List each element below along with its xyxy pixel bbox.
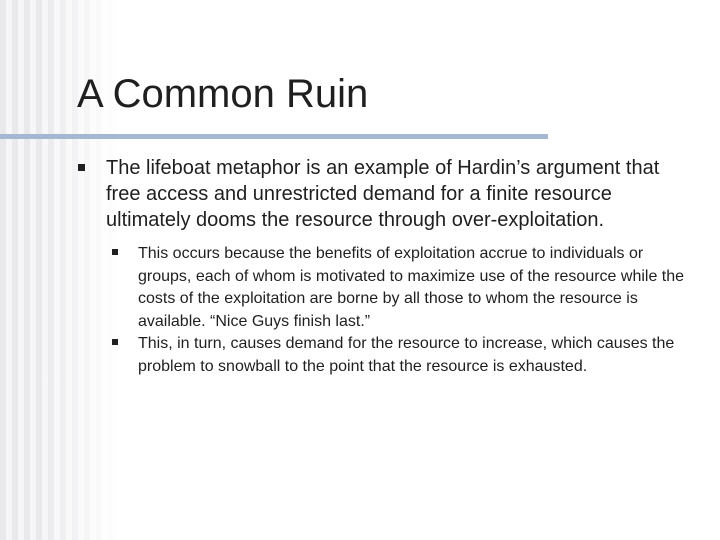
sub-bullet-list [78, 243, 698, 378]
bullet-item [78, 155, 698, 233]
title-underline-rule [0, 134, 548, 139]
sub-bullet-item [112, 243, 698, 333]
sub-bullet-text: This occurs because the benefits of exploitation accrue to individuals or groups, each of whom is motivated to maximize use of the resource while the costs of the exploitation are borne by all those to whom the resource is available. “Nice Guys finish last.” [138, 245, 685, 330]
sub-bullet-item [112, 333, 698, 378]
slide-body [78, 155, 698, 378]
slide-title: A Common Ruin [77, 72, 369, 116]
bullet-text: The lifeboat metaphor is an example of Hardin’s argument that free access and unrestricted demand for a finite resource ultimately dooms the resource through over-exploitation. [106, 157, 660, 231]
sub-bullet-text: This, in turn, causes demand for the resource to increase, which causes the problem to snowball to the point that the resource is exhausted. [138, 335, 675, 375]
square-bullet-icon [112, 249, 118, 255]
square-bullet-icon [112, 339, 118, 345]
square-bullet-icon [78, 164, 85, 171]
